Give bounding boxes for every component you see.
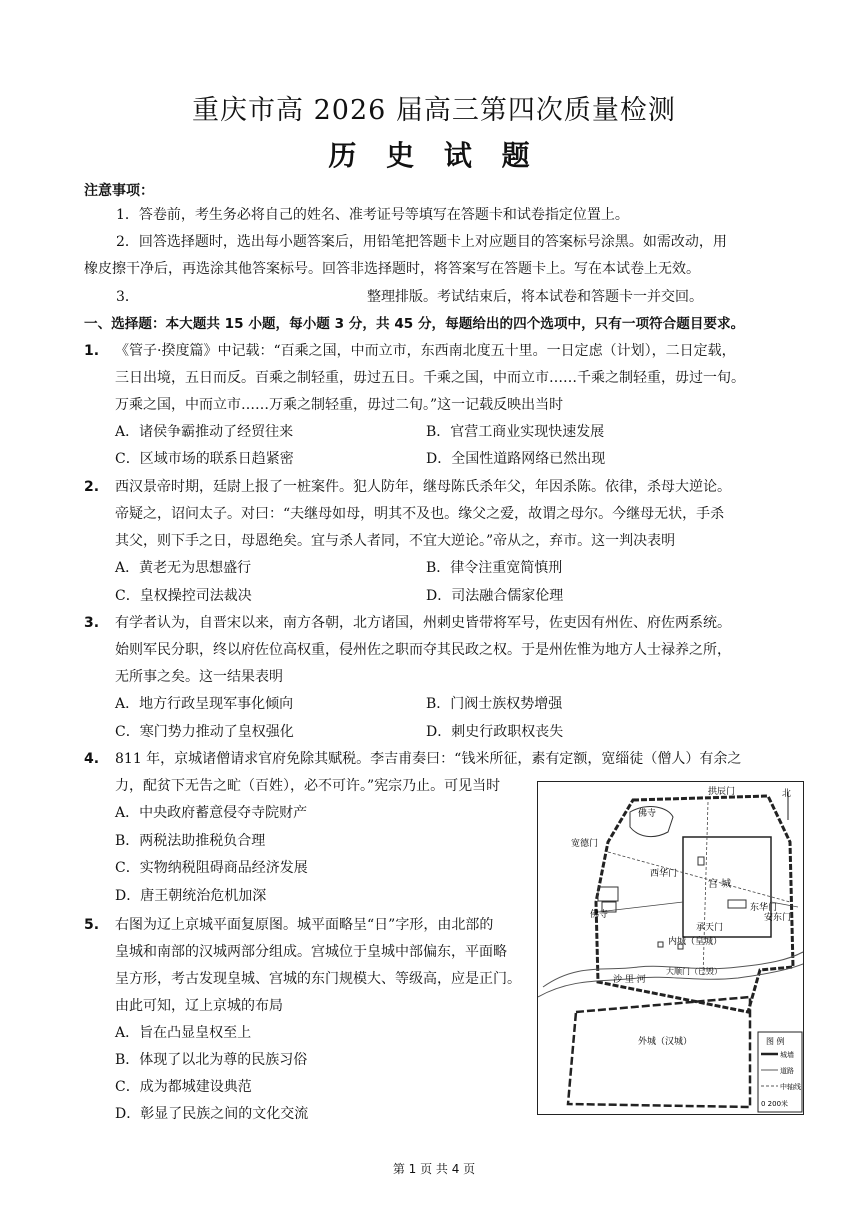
question-1-number: 1.: [84, 343, 100, 359]
question-3-option-c[interactable]: C．寒门势力推动了皇权强化: [115, 724, 294, 740]
notice-item-3-number: 3．: [116, 289, 139, 305]
map-label-north-gate: 拱辰门: [708, 787, 736, 797]
question-5-number: 5.: [84, 917, 100, 933]
question-5-line-4: 由此可知，辽上京城的布局: [115, 998, 283, 1014]
map-label-river: 沙 里 河: [613, 975, 646, 985]
map-label-south-inner-gate: 承天门: [696, 923, 724, 933]
map-label-outer-city: 外城（汉城）: [638, 1037, 693, 1047]
question-3-line-1: 有学者认为，自晋宋以来，南方各朝，北方诸国，州刺史皆带将军号，佐吏因有州佐、府佐两系统。: [115, 615, 731, 631]
exam-title: 重庆市高 2026 届高三第四次质量检测: [192, 95, 676, 126]
section-heading: 一、选择题：本大题共 15 小题，每小题 3 分，共 45 分，每题给出的四个选项中，只有一项符合题目要求。: [84, 316, 745, 332]
map-label-west-gate: 宽德门: [571, 839, 599, 849]
question-2-line-3: 其父，则下手之日，母恩绝矣。宜与杀人者同，不宜大逆论。”帝从之，弃市。这一判决表明: [115, 533, 676, 549]
notice-item-2-line-2: 橡皮擦干净后，再选涂其他答案标号。回答非选择题时，将答案写在答题卡上。写在本试卷上无效。: [84, 261, 700, 277]
map-label-palace: 宫 城: [708, 879, 732, 890]
map-label-imperial-city: 内城（皇城）: [668, 937, 723, 947]
notice-item-2-line-1: 2．回答选择题时，选出每小题答案后，用铅笔把答题卡上对应题目的答案标号涂黑。如需改动，用: [116, 234, 727, 250]
question-1-option-b[interactable]: B．官营工商业实现快速发展: [426, 424, 605, 440]
question-1-option-d[interactable]: D．全国性道路网络已然出现: [426, 451, 606, 467]
legend-title: 图 例: [766, 1037, 785, 1046]
legend-scale: 0 200米: [761, 1100, 789, 1108]
question-2-line-1: 西汉景帝时期，廷尉上报了一桩案件。犯人防年，继母陈氏杀年父，年因杀陈。依律，杀母大逆论。: [115, 479, 731, 495]
outer-city-wall: [568, 997, 750, 1107]
city-plan-figure: [537, 781, 804, 1115]
map-label-monastery: 佛寺: [590, 910, 609, 920]
question-5-line-2: 皇城和南部的汉城两部分组成。宫城位于皇城中部偏东，平面略: [115, 944, 507, 960]
question-3-line-2: 始则军民分职，终以府佐位高权重，侵州佐之职而夺其民政之权。于是州佐惟为地方人士禄养之所，: [115, 642, 731, 658]
question-5-line-1: 右图为辽上京城平面复原图。城平面略呈“日”字形，由北部的: [115, 917, 494, 933]
exam-subject: 历 史 试 题: [328, 139, 540, 172]
question-4-option-c[interactable]: C．实物纳税阻碍商品经济发展: [115, 860, 308, 876]
north-label: 北: [782, 789, 792, 799]
question-2-number: 2.: [84, 479, 100, 495]
question-3-option-d[interactable]: D．刺史行政职权丧失: [426, 724, 564, 740]
question-1-option-a[interactable]: A．诸侯争霸推动了经贸往来: [115, 424, 294, 440]
map-label-west-inner-gate: 西华门: [650, 869, 678, 879]
question-4-option-d[interactable]: D．唐王朝统治危机加深: [115, 888, 267, 904]
question-1-line-2: 三日出境，五日而反。百乘之制轻重，毋过五日。千乘之国，中而立市……千乘之制轻重，毋过一旬。: [115, 370, 745, 386]
legend-axis: 中轴线: [780, 1083, 801, 1091]
map-label-east-gate: 安东门: [764, 913, 792, 923]
question-3-option-b[interactable]: B．门阀士族权势增强: [426, 696, 563, 712]
question-3-option-a[interactable]: A．地方行政呈现军事化倾向: [115, 696, 294, 712]
legend-road: 道路: [780, 1067, 794, 1075]
map-label-south-gate: 大顺门（已毁）: [666, 967, 722, 976]
question-1-option-c[interactable]: C．区域市场的联系日趋紧密: [115, 451, 294, 467]
question-3-number: 3.: [84, 615, 100, 631]
notice-item-3-text: 整理排版。考试结束后，将本试卷和答题卡一并交回。: [367, 289, 703, 305]
question-2-option-c[interactable]: C．皇权操控司法裁决: [115, 588, 252, 604]
question-5-option-c[interactable]: C．成为都城建设典范: [115, 1079, 252, 1095]
legend-wall: 城墙: [780, 1051, 794, 1059]
notice-heading: 注意事项：: [84, 183, 154, 199]
question-3-line-3: 无所事之矣。这一结果表明: [115, 669, 283, 685]
question-4-line-1: 811 年，京城诸僧请求官府免除其赋税。李吉甫奏曰：“钱米所征，素有定额，宽缁徒（僧人）有余之: [115, 751, 742, 767]
question-5-option-a[interactable]: A．旨在凸显皇权至上: [115, 1025, 252, 1041]
question-4-line-2: 力，配贫下无告之甿（百姓），必不可许。”宪宗乃止。可见当时: [115, 778, 501, 794]
map-label-east-inner-gate: 东华门: [750, 903, 778, 913]
question-1-line-1: 《管子·揆度篇》中记载：“百乘之国，中而立市，东西南北度五十里。一日定虑（计划），二日定载，: [115, 343, 736, 359]
question-5-option-b[interactable]: B．体现了以北为尊的民族习俗: [115, 1052, 308, 1068]
question-2-option-b[interactable]: B．律令注重宽简慎刑: [426, 560, 563, 576]
question-2-line-2: 帝疑之，诏问太子。对曰：“夫继母如母，明其不及也。缘父之爱，故谓之母尔。今继母无状，手杀: [115, 506, 725, 522]
question-2-option-d[interactable]: D．司法融合儒家伦理: [426, 588, 564, 604]
city-plan-map: [538, 782, 803, 1114]
map-label-temple: 佛寺: [638, 809, 657, 819]
question-4-number: 4.: [84, 751, 100, 767]
notice-item-1: 1．答卷前，考生务必将自己的姓名、准考证号等填写在答题卡和试卷指定位置上。: [116, 207, 629, 223]
question-5-option-d[interactable]: D．彰显了民族之间的文化交流: [115, 1106, 309, 1122]
question-4-option-b[interactable]: B．两税法助推税负合理: [115, 833, 266, 849]
page-number: 第 1 页 共 4 页: [392, 1162, 476, 1176]
question-1-line-3: 万乘之国，中而立市……万乘之制轻重，毋过二旬。”这一记载反映出当时: [115, 397, 564, 413]
question-4-option-a[interactable]: A．中央政府蓄意侵夺寺院财产: [115, 805, 308, 821]
question-2-option-a[interactable]: A．黄老无为思想盛行: [115, 560, 252, 576]
question-5-line-3: 呈方形，考古发现皇城、宫城的东门规模大、等级高，应是正门。: [115, 971, 521, 987]
